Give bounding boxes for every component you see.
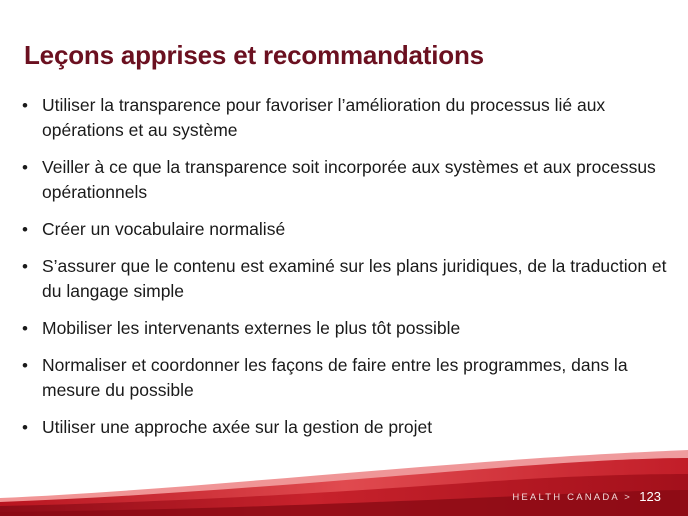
bullet-text: Créer un vocabulaire normalisé	[42, 219, 286, 239]
bullet-item	[20, 316, 670, 341]
slide-title: Leçons apprises et recommandations	[24, 40, 484, 70]
bullet-text: Normaliser et coordonner les façons de faire entre les programmes, dans la mesure du possible	[42, 355, 628, 400]
bullet-text: Utiliser la transparence pour favoriser l’amélioration du processus lié aux opérations et au système	[42, 95, 606, 140]
bullet-marker: •	[22, 220, 28, 239]
bullet-text: Veiller à ce que la transparence soit incorporée aux systèmes et aux processus opérationnels	[42, 157, 656, 202]
bullet-item	[20, 353, 670, 403]
bullet-item	[20, 254, 670, 304]
bullet-item	[20, 155, 670, 205]
bullet-marker: •	[22, 319, 28, 338]
footer-wave-band	[0, 440, 688, 516]
page-number: 123	[639, 489, 661, 504]
bullet-item	[20, 415, 670, 440]
bullet-text: Mobiliser les intervenants externes le plus tôt possible	[42, 318, 461, 338]
bullet-marker: •	[22, 418, 28, 437]
bullet-marker: •	[22, 158, 28, 177]
bullet-marker: •	[22, 257, 28, 276]
bullet-text: Utiliser une approche axée sur la gestion de projet	[42, 417, 433, 437]
footer-organization: HEALTH CANADA >	[512, 492, 632, 503]
bullet-text: S’assurer que le contenu est examiné sur les plans juridiques, de la traduction et du langage simple	[42, 256, 667, 301]
bullet-item	[20, 217, 670, 242]
bullet-marker: •	[22, 356, 28, 375]
bullet-item	[20, 93, 670, 143]
bullet-marker: •	[22, 96, 28, 115]
bullet-list	[20, 93, 670, 452]
